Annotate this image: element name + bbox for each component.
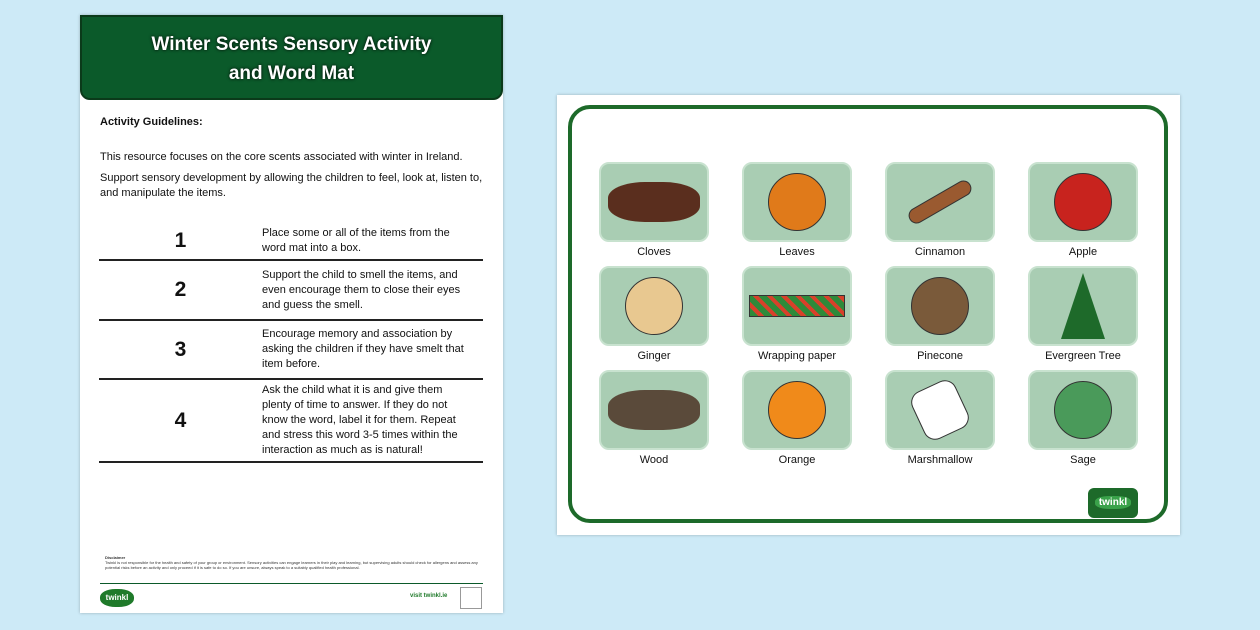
word-tile-apple <box>1028 162 1138 242</box>
word-label: Apple <box>1068 246 1098 258</box>
orange-icon <box>768 381 826 439</box>
step-text: Support the child to smell the items, and even encourage them to close their eyes and guess the smell. <box>262 268 461 311</box>
step-row <box>99 261 483 321</box>
disclaimer-title: Disclaimer <box>105 555 126 560</box>
word-tile-marshmallow <box>885 370 995 450</box>
word-tile-leaves <box>742 162 852 242</box>
page-title <box>80 15 503 100</box>
step-row <box>99 380 483 463</box>
step-number: 3 <box>174 337 187 361</box>
word-tile-cloves <box>599 162 709 242</box>
cloves-icon <box>608 182 700 222</box>
word-tile-pinecone <box>885 266 995 346</box>
word-label: Leaves <box>779 246 815 258</box>
disclaimer-text: Twinkl is not responsible for the health and safety of your group or environment. Sensory activities can engage learners in their play and learning, but supervising adults should check for allergens and assess any potential risks before an activity and only proceed if it is safe to do so. If you are unsure, always speak to a suitably qualified health professional. <box>105 560 478 570</box>
apple-icon <box>1054 173 1112 231</box>
twinkl-logo <box>1088 488 1138 518</box>
step-row <box>99 223 483 261</box>
step-number: 1 <box>174 229 187 252</box>
wood-icon <box>608 390 700 430</box>
step-number: 2 <box>174 278 187 301</box>
word-label: Sage <box>1070 454 1096 466</box>
guidelines-heading: Activity Guidelines: <box>100 116 203 128</box>
word-tile-sage <box>1028 370 1138 450</box>
word-label: Evergreen Tree <box>1045 350 1121 362</box>
word-label: Cloves <box>637 246 671 258</box>
word-label: Orange <box>778 454 816 466</box>
title-line-1: Winter Scents Sensory Activity <box>151 34 432 55</box>
disclaimer <box>105 555 480 570</box>
intro-text-2: Support sensory development by allowing the children to feel, look at, listen to, and manipulate the items. <box>100 172 483 199</box>
steps-table <box>99 223 483 463</box>
word-tile-ginger <box>599 266 709 346</box>
step-row <box>99 321 483 380</box>
leaves-icon <box>768 173 826 231</box>
step-number: 4 <box>174 408 187 432</box>
word-tile-wood <box>599 370 709 450</box>
twinkl-logo-text: twinkl <box>1095 496 1131 509</box>
visit-link[interactable]: visit twinkl.ie <box>410 593 448 599</box>
word-tile-orange <box>742 370 852 450</box>
word-label: Cinnamon <box>914 246 966 258</box>
wrapping-paper-icon <box>749 295 845 317</box>
word-label: Wrapping paper <box>757 350 837 362</box>
marshmallow-icon <box>907 376 972 443</box>
ginger-icon <box>625 277 683 335</box>
activity-guidelines-page <box>80 15 503 613</box>
twinkl-logo: twinkl <box>100 589 134 607</box>
title-line-2: and Word Mat <box>228 63 355 84</box>
evergreen-tree-icon <box>1061 273 1105 339</box>
cinnamon-icon <box>906 178 975 227</box>
sage-icon <box>1054 381 1112 439</box>
word-tile-wrapping-paper <box>742 266 852 346</box>
word-label: Marshmallow <box>907 454 973 466</box>
word-tile-evergreen-tree <box>1028 266 1138 346</box>
quality-badge <box>460 587 482 609</box>
step-text: Encourage memory and association by asking the children if they have smelt that item before. <box>262 328 464 370</box>
footer-divider <box>100 583 483 584</box>
word-label: Wood <box>639 454 669 466</box>
word-label: Pinecone <box>917 350 963 362</box>
pinecone-icon <box>911 277 969 335</box>
step-text: Ask the child what it is and give them plenty of time to answer. If they do not know the word, label it for them. Repeat and stress this word 3-5 times within the interaction as much as is natural! <box>262 384 458 456</box>
word-label: Ginger <box>637 350 671 362</box>
intro-text-1: This resource focuses on the core scents associated with winter in Ireland. <box>100 151 463 163</box>
word-mat-page <box>557 95 1180 535</box>
step-text: Place some or all of the items from the word mat into a box. <box>262 227 450 254</box>
word-tile-cinnamon <box>885 162 995 242</box>
